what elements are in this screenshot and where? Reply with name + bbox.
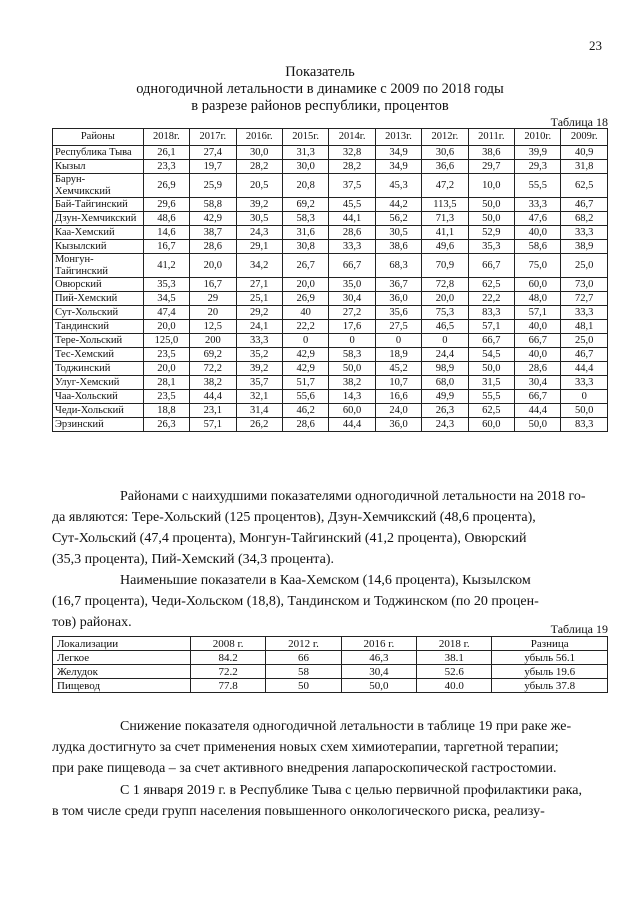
- table-cell: 54,5: [468, 348, 514, 362]
- table-cell: 46,7: [561, 348, 608, 362]
- table-cell: 29,6: [143, 198, 189, 212]
- table-cell: 23,5: [143, 348, 189, 362]
- table-cell: 20,0: [422, 292, 468, 306]
- table-cell: 58,3: [329, 348, 375, 362]
- table-cell: 57,1: [515, 306, 561, 320]
- table-row: [53, 418, 608, 432]
- table-cell: 28,6: [329, 226, 375, 240]
- table-cell: 30,4: [341, 665, 416, 679]
- table-cell: 69,2: [282, 198, 328, 212]
- column-header: 2014г.: [329, 129, 375, 146]
- table-cell: 66,7: [515, 334, 561, 348]
- table-cell: убыль 37.8: [492, 679, 608, 693]
- table-19-caption: Таблица 19: [550, 622, 608, 636]
- table-cell: 14,6: [143, 226, 189, 240]
- row-label: Кызыл: [53, 160, 144, 174]
- table-cell: 34,9: [375, 146, 421, 160]
- table-cell: 58,6: [515, 240, 561, 254]
- row-label: Каа-Хемский: [53, 226, 144, 240]
- table-cell: 50,0: [468, 212, 514, 226]
- table-cell: 66: [266, 651, 341, 665]
- row-label: Сут-Хольский: [53, 306, 144, 320]
- column-header: 2010г.: [515, 129, 561, 146]
- table-cell: 20,5: [236, 174, 282, 198]
- table-cell: 98,9: [422, 362, 468, 376]
- table-cell: 55,6: [282, 390, 328, 404]
- table-cell: 28,2: [329, 160, 375, 174]
- table-cell: 68,3: [375, 254, 421, 278]
- table-cell: 44,4: [515, 404, 561, 418]
- table-header-row: [53, 637, 608, 651]
- table-cell: 26,1: [143, 146, 189, 160]
- row-label: Легкое: [53, 651, 191, 665]
- column-header: 2017г.: [190, 129, 236, 146]
- table-row: [53, 362, 608, 376]
- table-cell: 60,0: [515, 278, 561, 292]
- table-cell: 56,2: [375, 212, 421, 226]
- heading-line-2: одногодичной летальности в динамике с 2009 по 2018 годы: [136, 81, 504, 97]
- table-cell: 34,2: [236, 254, 282, 278]
- table-cell: 72,2: [190, 362, 236, 376]
- table-cell: 38,9: [561, 240, 608, 254]
- table-cell: 26,3: [143, 418, 189, 432]
- table-cell: 33,3: [561, 226, 608, 240]
- table-cell: 50,0: [468, 198, 514, 212]
- table-cell: 24,4: [422, 348, 468, 362]
- row-label: Пий-Хемский: [53, 292, 144, 306]
- row-label: Эрзинский: [53, 418, 144, 432]
- table-cell: 57,1: [468, 320, 514, 334]
- table-cell: 72.2: [190, 665, 265, 679]
- table-cell: 38,6: [375, 240, 421, 254]
- table-cell: 20: [190, 306, 236, 320]
- column-header: 2011г.: [468, 129, 514, 146]
- table-cell: 75,3: [422, 306, 468, 320]
- paragraph-prevention: [52, 780, 608, 822]
- column-header: 2012 г.: [266, 637, 341, 651]
- table-cell: убыль 56.1: [492, 651, 608, 665]
- table-cell: 30,5: [375, 226, 421, 240]
- table-cell: 38,6: [468, 146, 514, 160]
- table-18-caption: Таблица 18: [550, 115, 608, 129]
- page-number: 23: [589, 38, 602, 53]
- column-header: 2012г.: [422, 129, 468, 146]
- text-line: тов) районах.: [52, 615, 132, 630]
- table-cell: 40,0: [515, 348, 561, 362]
- table-cell: 38,7: [190, 226, 236, 240]
- table-cell: 38,2: [329, 376, 375, 390]
- table-cell: 69,2: [190, 348, 236, 362]
- table-cell: 30,4: [515, 376, 561, 390]
- table-cell: 37,5: [329, 174, 375, 198]
- text-line: С 1 января 2019 г. в Республике Тыва с целью первичной профилактики рака,: [120, 783, 583, 798]
- table-cell: 40,9: [561, 146, 608, 160]
- table-cell: 34,5: [143, 292, 189, 306]
- table-cell: 73,0: [561, 278, 608, 292]
- table-cell: 19,7: [190, 160, 236, 174]
- document-heading: [0, 64, 640, 115]
- table-cell: 23,5: [143, 390, 189, 404]
- table-row: [53, 404, 608, 418]
- table-cell: 68,2: [561, 212, 608, 226]
- table-cell: 33,3: [329, 240, 375, 254]
- table-cell: 62,5: [468, 278, 514, 292]
- row-label: Тандинский: [53, 320, 144, 334]
- table-cell: 33,3: [561, 306, 608, 320]
- table-cell: 60,0: [329, 404, 375, 418]
- table-cell: 66,7: [329, 254, 375, 278]
- table-row: [53, 376, 608, 390]
- table-cell: 20,0: [190, 254, 236, 278]
- table-cell: 20,0: [143, 362, 189, 376]
- table-cell: 18,8: [143, 404, 189, 418]
- table-cell: 71,3: [422, 212, 468, 226]
- table-row: [53, 278, 608, 292]
- table-cell: 200: [190, 334, 236, 348]
- table-cell: 51,7: [282, 376, 328, 390]
- table-cell: 66,7: [468, 254, 514, 278]
- table-cell: 75,0: [515, 254, 561, 278]
- column-header: Разница: [492, 637, 608, 651]
- table-cell: 0: [282, 334, 328, 348]
- table-cell: 49,6: [422, 240, 468, 254]
- table-cell: 27,4: [190, 146, 236, 160]
- table-cell: 50,0: [329, 362, 375, 376]
- table-cell: 25,9: [190, 174, 236, 198]
- row-label: Тере-Хольский: [53, 334, 144, 348]
- table-cell: 35,6: [375, 306, 421, 320]
- text-line: Наименьшие показатели в Каа-Хемском (14,6 процента), Кызылском: [120, 573, 531, 588]
- heading-line-3: в разрезе районов республики, процентов: [191, 98, 449, 114]
- table-row: [53, 174, 608, 198]
- table-cell: 32,1: [236, 390, 282, 404]
- table-cell: 28,2: [236, 160, 282, 174]
- table-row: [53, 334, 608, 348]
- table-cell: 31,5: [468, 376, 514, 390]
- column-header: 2018г.: [143, 129, 189, 146]
- table-cell: 58,3: [282, 212, 328, 226]
- table-cell: 83,3: [561, 418, 608, 432]
- table-cell: 16,7: [190, 278, 236, 292]
- table-cell: 35,7: [236, 376, 282, 390]
- table-cell: 57,1: [190, 418, 236, 432]
- table-cell: 58: [266, 665, 341, 679]
- table-cell: 50,0: [515, 418, 561, 432]
- table-cell: 66,7: [515, 390, 561, 404]
- table-cell: 36,0: [375, 292, 421, 306]
- column-header: 2016 г.: [341, 637, 416, 651]
- table-row: [53, 212, 608, 226]
- table-cell: 72,8: [422, 278, 468, 292]
- table-cell: 38,2: [190, 376, 236, 390]
- table-cell: 52,9: [468, 226, 514, 240]
- table-cell: 41,2: [143, 254, 189, 278]
- table-cell: 27,2: [329, 306, 375, 320]
- table-cell: 39,9: [515, 146, 561, 160]
- table-cell: 48,1: [561, 320, 608, 334]
- row-label: Пищевод: [53, 679, 191, 693]
- text-line: лудка достигнуто за счет применения новых схем химиотерапии, таргетной терапии;: [52, 740, 559, 755]
- table-cell: 31,3: [282, 146, 328, 160]
- mortality-by-district-table: [52, 128, 608, 432]
- table-cell: 26,9: [143, 174, 189, 198]
- table-cell: 36,6: [422, 160, 468, 174]
- table-cell: 16,7: [143, 240, 189, 254]
- table-cell: 44,4: [190, 390, 236, 404]
- table-cell: 12,5: [190, 320, 236, 334]
- paragraph-table19-explanation: [52, 716, 608, 779]
- table-cell: 40: [282, 306, 328, 320]
- table-cell: 28,6: [190, 240, 236, 254]
- table-row: [53, 226, 608, 240]
- table-cell: 29: [190, 292, 236, 306]
- text-line: (35,3 процента), Пий-Хемский (34,3 процента).: [52, 552, 334, 567]
- table-cell: 25,0: [561, 254, 608, 278]
- row-label: Барун-Хемчикский: [53, 174, 144, 198]
- column-header: 2009г.: [561, 129, 608, 146]
- table-row: [53, 240, 608, 254]
- table-row: [53, 198, 608, 212]
- table-cell: 35,0: [329, 278, 375, 292]
- table-cell: 46,3: [341, 651, 416, 665]
- table-cell: 44,1: [329, 212, 375, 226]
- table-cell: 10,7: [375, 376, 421, 390]
- table-row: [53, 146, 608, 160]
- table-cell: 24,3: [422, 418, 468, 432]
- table-cell: 41,1: [422, 226, 468, 240]
- row-label: Улуг-Хемский: [53, 376, 144, 390]
- table-cell: 68,0: [422, 376, 468, 390]
- table-cell: 62,5: [468, 404, 514, 418]
- localization-table: [52, 636, 608, 693]
- text-line: в том числе среди групп населения повышенного онкологического риска, реализу-: [52, 804, 545, 819]
- table-cell: 30,6: [422, 146, 468, 160]
- table-cell: 33,3: [515, 198, 561, 212]
- row-label: Монгун-Тайгинский: [53, 254, 144, 278]
- table-cell: 52.6: [417, 665, 492, 679]
- table-cell: 50,0: [341, 679, 416, 693]
- table-cell: 35,3: [468, 240, 514, 254]
- table-cell: 55,5: [468, 390, 514, 404]
- table-cell: 50,0: [561, 404, 608, 418]
- table-cell: 30,0: [236, 146, 282, 160]
- table-cell: 31,8: [561, 160, 608, 174]
- table-cell: 28,1: [143, 376, 189, 390]
- table-cell: 33,3: [236, 334, 282, 348]
- row-label: Бай-Тайгинский: [53, 198, 144, 212]
- text-line: Сут-Хольский (47,4 процента), Монгун-Тайгинский (41,2 процента), Овюрский: [52, 531, 527, 546]
- table-cell: 0: [422, 334, 468, 348]
- table-cell: 58,8: [190, 198, 236, 212]
- table-cell: 72,7: [561, 292, 608, 306]
- table-cell: 40,0: [515, 320, 561, 334]
- table-cell: 60,0: [468, 418, 514, 432]
- table-cell: 36,0: [375, 418, 421, 432]
- row-label: Желудок: [53, 665, 191, 679]
- table-cell: 30,8: [282, 240, 328, 254]
- table-cell: 44,2: [375, 198, 421, 212]
- text-line: да являются: Тере-Хольский (125 процентов), Дзун-Хемчикский (48,6 процента),: [52, 510, 536, 525]
- column-header: 2008 г.: [190, 637, 265, 651]
- row-label: Чаа-Хольский: [53, 390, 144, 404]
- row-label: Кызылский: [53, 240, 144, 254]
- table-cell: 38.1: [417, 651, 492, 665]
- row-label: Дзун-Хемчикский: [53, 212, 144, 226]
- table-cell: 50: [266, 679, 341, 693]
- table-cell: 55,5: [515, 174, 561, 198]
- paragraph-best-districts: [52, 570, 608, 633]
- table-cell: 48,0: [515, 292, 561, 306]
- row-label: Республика Тыва: [53, 146, 144, 160]
- table-cell: 28,6: [282, 418, 328, 432]
- row-label: Тоджинский: [53, 362, 144, 376]
- table-cell: 42,9: [190, 212, 236, 226]
- table-cell: 36,7: [375, 278, 421, 292]
- table-cell: 42,9: [282, 362, 328, 376]
- table-cell: 46,2: [282, 404, 328, 418]
- table-cell: 47,4: [143, 306, 189, 320]
- table-row: [53, 306, 608, 320]
- table-cell: 22,2: [282, 320, 328, 334]
- table-row: [53, 348, 608, 362]
- paragraph-worst-districts: [52, 486, 608, 570]
- table-cell: 26,3: [422, 404, 468, 418]
- table-row: [53, 320, 608, 334]
- table-cell: убыль 19.6: [492, 665, 608, 679]
- table-row: [53, 254, 608, 278]
- table-cell: 24,1: [236, 320, 282, 334]
- table-cell: 35,3: [143, 278, 189, 292]
- table-cell: 34,9: [375, 160, 421, 174]
- table-cell: 46,7: [561, 198, 608, 212]
- table-cell: 32,8: [329, 146, 375, 160]
- table-cell: 47,2: [422, 174, 468, 198]
- table-cell: 42,9: [282, 348, 328, 362]
- table-cell: 20,8: [282, 174, 328, 198]
- table-cell: 25,1: [236, 292, 282, 306]
- table-cell: 33,3: [561, 376, 608, 390]
- table-cell: 44,4: [329, 418, 375, 432]
- table-cell: 35,2: [236, 348, 282, 362]
- heading-line-1: Показатель: [285, 64, 355, 80]
- table-cell: 77.8: [190, 679, 265, 693]
- column-header: 2018 г.: [417, 637, 492, 651]
- row-label: Чеди-Хольский: [53, 404, 144, 418]
- table-cell: 17,6: [329, 320, 375, 334]
- table-cell: 45,2: [375, 362, 421, 376]
- row-label: Овюрский: [53, 278, 144, 292]
- table-cell: 23,3: [143, 160, 189, 174]
- table-cell: 44,4: [561, 362, 608, 376]
- table-cell: 26,2: [236, 418, 282, 432]
- table-row: [53, 651, 608, 665]
- row-label: Тес-Хемский: [53, 348, 144, 362]
- table-cell: 20,0: [282, 278, 328, 292]
- table-cell: 24,0: [375, 404, 421, 418]
- table-cell: 26,9: [282, 292, 328, 306]
- column-header: 2016г.: [236, 129, 282, 146]
- text-line: Районами с наихудшими показателями одногодичной летальности на 2018 го-: [120, 489, 586, 504]
- table-row: [53, 679, 608, 693]
- table-cell: 27,1: [236, 278, 282, 292]
- table-cell: 70,9: [422, 254, 468, 278]
- column-header: 2013г.: [375, 129, 421, 146]
- column-header-name: Районы: [53, 129, 144, 146]
- text-line: при раке пищевода – за счет активного внедрения лапароскопической гастростомии.: [52, 761, 557, 776]
- table-cell: 62,5: [561, 174, 608, 198]
- table-cell: 113,5: [422, 198, 468, 212]
- table-cell: 29,2: [236, 306, 282, 320]
- table-cell: 18,9: [375, 348, 421, 362]
- table-cell: 40,0: [515, 226, 561, 240]
- table-cell: 66,7: [468, 334, 514, 348]
- column-header-name: Локализации: [53, 637, 191, 651]
- table-row: [53, 292, 608, 306]
- table-cell: 39,2: [236, 198, 282, 212]
- table-cell: 31,6: [282, 226, 328, 240]
- table-cell: 50,0: [468, 362, 514, 376]
- table-cell: 40.0: [417, 679, 492, 693]
- table-cell: 0: [375, 334, 421, 348]
- table-cell: 30,0: [282, 160, 328, 174]
- table-cell: 29,7: [468, 160, 514, 174]
- table-row: [53, 390, 608, 404]
- table-cell: 84.2: [190, 651, 265, 665]
- table-cell: 20,0: [143, 320, 189, 334]
- table-cell: 83,3: [468, 306, 514, 320]
- table-cell: 26,7: [282, 254, 328, 278]
- table-cell: 14,3: [329, 390, 375, 404]
- table-cell: 22,2: [468, 292, 514, 306]
- table-cell: 29,3: [515, 160, 561, 174]
- table-cell: 30,5: [236, 212, 282, 226]
- table-cell: 125,0: [143, 334, 189, 348]
- table-cell: 0: [561, 390, 608, 404]
- table-cell: 49,9: [422, 390, 468, 404]
- table-cell: 25,0: [561, 334, 608, 348]
- table-cell: 10,0: [468, 174, 514, 198]
- column-header: 2015г.: [282, 129, 328, 146]
- table-header-row: [53, 129, 608, 146]
- table-cell: 27,5: [375, 320, 421, 334]
- table-cell: 45,3: [375, 174, 421, 198]
- table-cell: 23,1: [190, 404, 236, 418]
- table-cell: 28,6: [515, 362, 561, 376]
- table-cell: 29,1: [236, 240, 282, 254]
- table-cell: 31,4: [236, 404, 282, 418]
- table-cell: 47,6: [515, 212, 561, 226]
- table-cell: 16,6: [375, 390, 421, 404]
- text-line: (16,7 процента), Чеди-Хольском (18,8), Тандинском и Тоджинском (по 20 процен-: [52, 594, 539, 609]
- table-row: [53, 665, 608, 679]
- table-cell: 24,3: [236, 226, 282, 240]
- table-cell: 46,5: [422, 320, 468, 334]
- table-cell: 30,4: [329, 292, 375, 306]
- text-line: Снижение показателя одногодичной летальности в таблице 19 при раке же-: [120, 719, 572, 734]
- table-cell: 0: [329, 334, 375, 348]
- table-cell: 48,6: [143, 212, 189, 226]
- table-row: [53, 160, 608, 174]
- table-cell: 39,2: [236, 362, 282, 376]
- table-cell: 45,5: [329, 198, 375, 212]
